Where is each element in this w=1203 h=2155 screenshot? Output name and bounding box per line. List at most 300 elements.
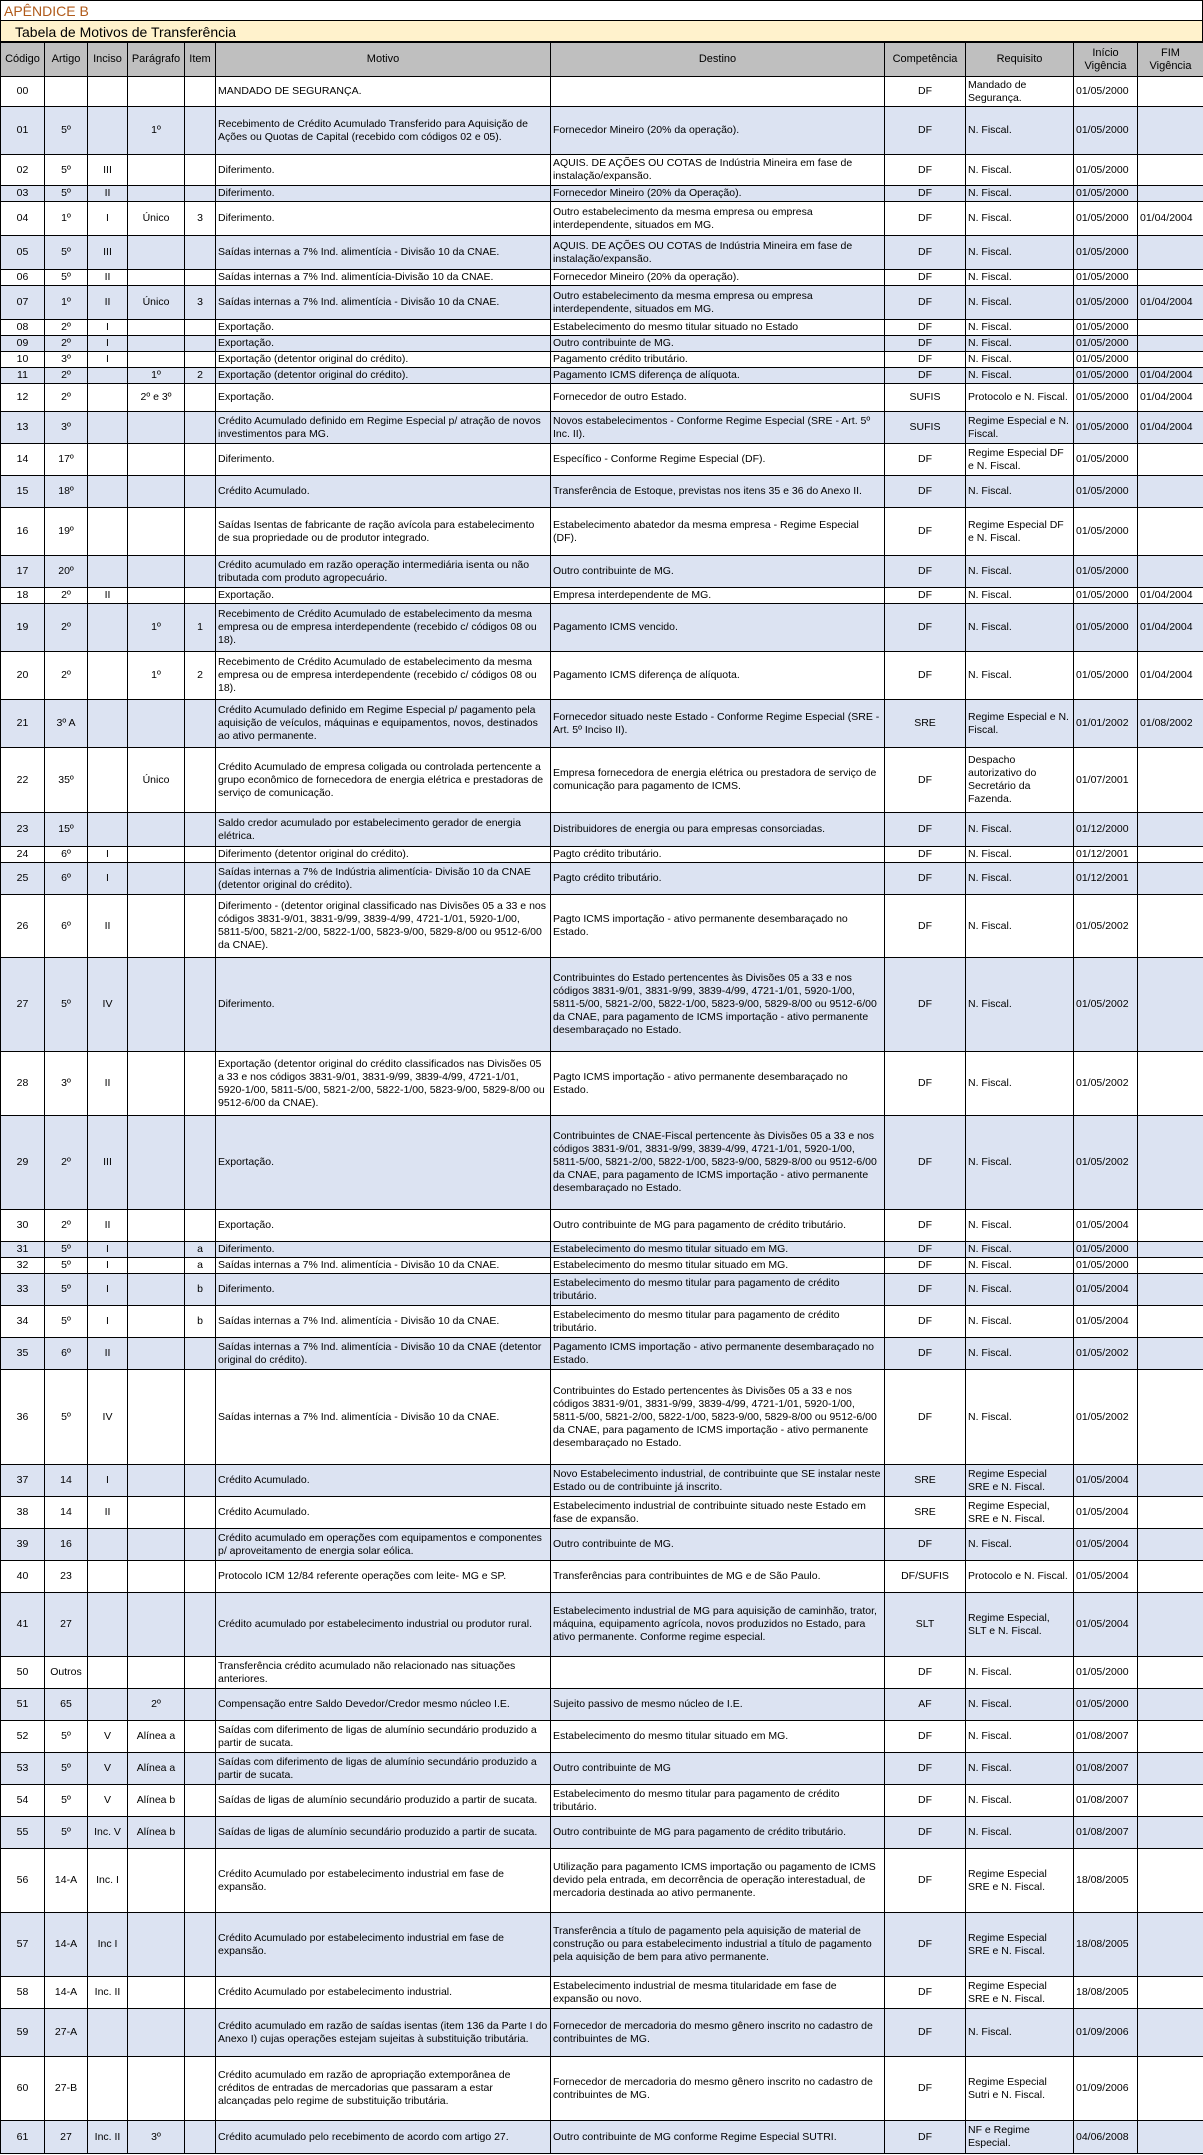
cell-codigo: 34 [1, 1306, 45, 1338]
cell-item [185, 958, 216, 1052]
cell-motivo: Exportação. [216, 384, 551, 412]
cell-fim [1138, 336, 1203, 352]
cell-paragrafo [128, 1849, 185, 1913]
cell-item [185, 1785, 216, 1817]
cell-inicio: 01/05/2000 [1074, 1657, 1138, 1689]
cell-competencia: DF [885, 813, 966, 847]
cell-motivo: Saídas internas a 7% Ind. alimentícia - Divisão 10 da CNAE. [216, 236, 551, 270]
cell-destino: Distribuidores de energia ou para empresas consorciadas. [551, 813, 885, 847]
cell-inicio: 04/06/2008 [1074, 2121, 1138, 2154]
table-row [1, 270, 1203, 286]
table-row [1, 202, 1203, 236]
cell-destino: Transferência de Estoque, previstas nos itens 35 e 36 do Anexo II. [551, 476, 885, 508]
cell-competencia: DF [885, 1721, 966, 1753]
cell-codigo: 07 [1, 286, 45, 320]
cell-codigo: 29 [1, 1116, 45, 1210]
col-header-destino: Destino [551, 43, 885, 77]
cell-motivo: Recebimento de Crédito Acumulado de estabelecimento da mesma empresa ou de empresa interdependente (recebido c/ códigos 08 ou 18). [216, 604, 551, 652]
cell-paragrafo [128, 1370, 185, 1465]
cell-paragrafo: Alínea b [128, 1785, 185, 1817]
table-row [1, 155, 1203, 186]
cell-artigo: 3º [45, 1052, 88, 1116]
cell-paragrafo: Alínea a [128, 1721, 185, 1753]
cell-destino: Transferência a título de pagamento pela aquisição de material de construção ou para estabelecimento industrial a título de pagamento pela aquisição de bem para ativo permanente. [551, 1913, 885, 1977]
cell-inicio: 01/05/2004 [1074, 1529, 1138, 1561]
cell-artigo [45, 77, 88, 107]
cell-inicio: 01/05/2002 [1074, 958, 1138, 1052]
cell-codigo: 26 [1, 895, 45, 958]
cell-paragrafo [128, 1561, 185, 1593]
cell-inciso [88, 2057, 128, 2121]
cell-inicio: 01/05/2000 [1074, 508, 1138, 556]
cell-destino: Empresa interdependente de MG. [551, 588, 885, 604]
cell-requisito: N. Fiscal. [966, 1721, 1074, 1753]
cell-artigo: 2º [45, 652, 88, 700]
table-row [1, 2057, 1203, 2121]
cell-artigo: 35º [45, 748, 88, 813]
cell-motivo: Saídas de ligas de alumínio secundário produzido a partir de sucata. [216, 1817, 551, 1849]
col-header-inicio-vigencia: Início Vigência [1074, 43, 1138, 77]
cell-item [185, 155, 216, 186]
cell-fim: 01/04/2004 [1138, 604, 1203, 652]
cell-artigo: 2º [45, 336, 88, 352]
cell-competencia: SRE [885, 700, 966, 748]
cell-codigo: 11 [1, 368, 45, 384]
cell-codigo: 33 [1, 1274, 45, 1306]
cell-inciso [88, 652, 128, 700]
cell-codigo: 61 [1, 2121, 45, 2154]
cell-competencia: DF [885, 2121, 966, 2154]
cell-inicio: 01/05/2002 [1074, 1370, 1138, 1465]
cell-inicio: 01/05/2000 [1074, 1258, 1138, 1274]
cell-destino: Pagamento ICMS vencido. [551, 604, 885, 652]
cell-codigo: 51 [1, 1689, 45, 1721]
cell-inciso [88, 2009, 128, 2057]
cell-paragrafo: Alínea b [128, 1817, 185, 1849]
cell-item [185, 700, 216, 748]
cell-fim [1138, 1497, 1203, 1529]
cell-codigo: 53 [1, 1753, 45, 1785]
cell-inciso: I [88, 352, 128, 368]
cell-destino: Pagamento crédito tributário. [551, 352, 885, 368]
cell-inicio: 01/05/2000 [1074, 556, 1138, 588]
cell-inicio: 01/05/2000 [1074, 77, 1138, 107]
table-row [1, 863, 1203, 895]
cell-inicio: 01/12/2001 [1074, 847, 1138, 863]
cell-fim [1138, 508, 1203, 556]
cell-artigo: 6º [45, 863, 88, 895]
cell-destino: Fornecedor de mercadoria do mesmo gênero inscrito no cadastro de contribuintes de MG. [551, 2057, 885, 2121]
cell-competencia: DF [885, 588, 966, 604]
table-body [1, 77, 1203, 2154]
table-row [1, 336, 1203, 352]
cell-codigo: 40 [1, 1561, 45, 1593]
cell-artigo: 3º A [45, 700, 88, 748]
cell-item [185, 1753, 216, 1785]
appendix-label: APÊNDICE B [0, 0, 1203, 20]
cell-competencia: DF [885, 1913, 966, 1977]
cell-destino: Outro contribuinte de MG conforme Regime Especial SUTRI. [551, 2121, 885, 2154]
cell-requisito: N. Fiscal. [966, 320, 1074, 336]
cell-motivo: Crédito acumulado em razão operação intermediária isenta ou não tributada com produto agropecuário. [216, 556, 551, 588]
cell-codigo: 00 [1, 77, 45, 107]
cell-fim [1138, 1657, 1203, 1689]
cell-destino: Fornecedor de mercadoria do mesmo gênero inscrito no cadastro de contribuintes de MG. [551, 2009, 885, 2057]
cell-paragrafo [128, 1977, 185, 2009]
cell-competencia: DF [885, 2057, 966, 2121]
cell-paragrafo [128, 1913, 185, 1977]
col-header-competencia: Competência [885, 43, 966, 77]
cell-requisito: N. Fiscal. [966, 1785, 1074, 1817]
cell-codigo: 16 [1, 508, 45, 556]
cell-motivo: Exportação. [216, 1210, 551, 1242]
cell-motivo: Crédito Acumulado por estabelecimento industrial em fase de expansão. [216, 1849, 551, 1913]
cell-inciso: I [88, 1258, 128, 1274]
cell-inciso [88, 107, 128, 155]
table-row [1, 476, 1203, 508]
cell-codigo: 18 [1, 588, 45, 604]
table-row [1, 77, 1203, 107]
cell-paragrafo: Único [128, 748, 185, 813]
cell-codigo: 24 [1, 847, 45, 863]
cell-competencia: DF [885, 847, 966, 863]
table-row [1, 1370, 1203, 1465]
table-row [1, 2009, 1203, 2057]
cell-requisito: N. Fiscal. [966, 588, 1074, 604]
cell-requisito: N. Fiscal. [966, 895, 1074, 958]
cell-inicio: 01/05/2000 [1074, 384, 1138, 412]
cell-codigo: 12 [1, 384, 45, 412]
table-row [1, 700, 1203, 748]
cell-inicio: 01/05/2000 [1074, 604, 1138, 652]
cell-artigo: 16 [45, 1529, 88, 1561]
cell-requisito: Protocolo e N. Fiscal. [966, 384, 1074, 412]
cell-artigo: 2º [45, 368, 88, 384]
cell-artigo: 18º [45, 476, 88, 508]
header-row [1, 43, 1203, 77]
cell-item [185, 748, 216, 813]
cell-competencia: DF [885, 1274, 966, 1306]
cell-destino [551, 1657, 885, 1689]
cell-artigo: 19º [45, 508, 88, 556]
cell-item [185, 476, 216, 508]
cell-inciso: Inc I [88, 1913, 128, 1977]
cell-motivo: Crédito acumulado em operações com equipamentos e componentes p/ aproveitamento de energia solar eólica. [216, 1529, 551, 1561]
cell-item [185, 186, 216, 202]
cell-artigo: 5º [45, 1721, 88, 1753]
cell-paragrafo [128, 336, 185, 352]
table-row [1, 1210, 1203, 1242]
table-row [1, 286, 1203, 320]
cell-codigo: 59 [1, 2009, 45, 2057]
cell-inicio: 01/05/2002 [1074, 1116, 1138, 1210]
cell-competencia: DF/SUFIS [885, 1561, 966, 1593]
cell-inicio: 01/05/2000 [1074, 412, 1138, 444]
cell-codigo: 50 [1, 1657, 45, 1689]
cell-inicio: 01/05/2000 [1074, 652, 1138, 700]
cell-inciso: III [88, 155, 128, 186]
cell-competencia: DF [885, 77, 966, 107]
cell-destino: Estabelecimento do mesmo titular para pagamento de crédito tributário. [551, 1274, 885, 1306]
cell-fim [1138, 476, 1203, 508]
cell-competencia: DF [885, 476, 966, 508]
cell-inicio: 01/12/2001 [1074, 863, 1138, 895]
cell-requisito: N. Fiscal. [966, 368, 1074, 384]
cell-codigo: 52 [1, 1721, 45, 1753]
cell-item [185, 2057, 216, 2121]
cell-fim [1138, 1753, 1203, 1785]
cell-requisito: N. Fiscal. [966, 1306, 1074, 1338]
cell-inicio: 01/08/2007 [1074, 1817, 1138, 1849]
cell-destino: Estabelecimento do mesmo titular situado em MG. [551, 1258, 885, 1274]
cell-requisito: N. Fiscal. [966, 1258, 1074, 1274]
cell-inciso: II [88, 286, 128, 320]
cell-fim [1138, 863, 1203, 895]
cell-motivo: Saídas Isentas de fabricante de ração avícola para estabelecimento de sua propriedade ou de produtor integrado. [216, 508, 551, 556]
cell-motivo: Saídas de ligas de alumínio secundário produzido a partir de sucata. [216, 1785, 551, 1817]
cell-paragrafo [128, 2009, 185, 2057]
cell-codigo: 05 [1, 236, 45, 270]
cell-codigo: 13 [1, 412, 45, 444]
cell-motivo: Crédito acumulado em razão de saídas isentas (item 136 da Parte I do Anexo I) cujas operações estejam sujeitas à substituição tributária. [216, 2009, 551, 2057]
cell-paragrafo [128, 1258, 185, 1274]
cell-destino: Fornecedor situado neste Estado - Conforme Regime Especial (SRE - Art. 5º Inciso II). [551, 700, 885, 748]
cell-fim: 01/04/2004 [1138, 588, 1203, 604]
cell-requisito: N. Fiscal. [966, 107, 1074, 155]
cell-codigo: 28 [1, 1052, 45, 1116]
cell-inicio: 01/05/2002 [1074, 1338, 1138, 1370]
cell-destino: AQUIS. DE AÇÕES OU COTAS de Indústria Mineira em fase de instalação/expansão. [551, 155, 885, 186]
cell-motivo: Exportação (detentor original do crédito). [216, 368, 551, 384]
cell-item [185, 270, 216, 286]
cell-inciso: Inc. I [88, 1849, 128, 1913]
cell-competencia: SUFIS [885, 412, 966, 444]
cell-paragrafo [128, 1274, 185, 1306]
cell-codigo: 25 [1, 863, 45, 895]
cell-artigo: 15º [45, 813, 88, 847]
cell-inciso: I [88, 1242, 128, 1258]
cell-artigo: 2º [45, 604, 88, 652]
cell-requisito: Regime Especial SRE e N. Fiscal. [966, 1849, 1074, 1913]
cell-item [185, 384, 216, 412]
cell-requisito: N. Fiscal. [966, 270, 1074, 286]
cell-fim: 01/04/2004 [1138, 202, 1203, 236]
cell-competencia: DF [885, 1370, 966, 1465]
cell-fim [1138, 1977, 1203, 2009]
cell-requisito: Mandado de Segurança. [966, 77, 1074, 107]
cell-artigo: 5º [45, 1753, 88, 1785]
cell-requisito: N. Fiscal. [966, 236, 1074, 270]
cell-fim [1138, 155, 1203, 186]
cell-destino: Estabelecimento do mesmo titular situado em MG. [551, 1721, 885, 1753]
cell-paragrafo [128, 813, 185, 847]
cell-destino: Contribuintes do Estado pertencentes às Divisões 05 a 33 e nos códigos 3831-9/01, 3831-9/99, 3839-4/99, 4721-1/01, 5920-1/00, 5811-5/00, 5821-2/00, 5822-1/00, 5823-9/00, 5829-8/00 ou 9512-6/00 da CNAE, para pagamento de ICMS importação - ativo permanente desembaraçado no Estado. [551, 1370, 885, 1465]
cell-destino: Fornecedor Mineiro (20% da operação). [551, 270, 885, 286]
cell-motivo: Exportação. [216, 320, 551, 336]
cell-inicio: 01/05/2000 [1074, 1689, 1138, 1721]
cell-artigo: 5º [45, 186, 88, 202]
cell-fim [1138, 895, 1203, 958]
cell-motivo: Exportação. [216, 588, 551, 604]
cell-fim: 01/04/2004 [1138, 412, 1203, 444]
cell-inicio: 01/05/2000 [1074, 186, 1138, 202]
cell-paragrafo [128, 186, 185, 202]
cell-motivo: Saídas com diferimento de ligas de alumínio secundário produzido a partir de sucata. [216, 1753, 551, 1785]
cell-destino: Estabelecimento abatedor da mesma empresa - Regime Especial (DF). [551, 508, 885, 556]
cell-motivo: Saídas internas a 7% Ind. alimentícia - Divisão 10 da CNAE. [216, 1306, 551, 1338]
cell-codigo: 17 [1, 556, 45, 588]
cell-paragrafo [128, 508, 185, 556]
cell-artigo: 1º [45, 202, 88, 236]
cell-paragrafo [128, 444, 185, 476]
cell-motivo: Saídas internas a 7% Ind. alimentícia - Divisão 10 da CNAE. [216, 1370, 551, 1465]
cell-fim [1138, 107, 1203, 155]
cell-destino: Pagto crédito tributário. [551, 863, 885, 895]
cell-codigo: 14 [1, 444, 45, 476]
cell-competencia: DF [885, 1052, 966, 1116]
cell-item [185, 1721, 216, 1753]
cell-competencia: AF [885, 1689, 966, 1721]
cell-codigo: 08 [1, 320, 45, 336]
cell-paragrafo [128, 895, 185, 958]
cell-artigo: 27-A [45, 2009, 88, 2057]
cell-artigo: 1º [45, 286, 88, 320]
cell-requisito: Regime Especial, SLT e N. Fiscal. [966, 1593, 1074, 1657]
cell-destino: Outro estabelecimento da mesma empresa ou empresa interdependente, situados em MG. [551, 286, 885, 320]
cell-fim: 01/04/2004 [1138, 652, 1203, 700]
cell-competencia: SUFIS [885, 384, 966, 412]
cell-destino: Outro contribuinte de MG para pagamento de crédito tributário. [551, 1210, 885, 1242]
cell-destino: Pagto ICMS importação - ativo permanente desembaraçado no Estado. [551, 1052, 885, 1116]
cell-destino: Contribuintes de CNAE-Fiscal pertencente às Divisões 05 a 33 e nos códigos 3831-9/01, 3831-9/99, 3839-4/99, 4721-1/01, 5920-1/00, 5811-5/00, 5821-2/00, 5822-1/00, 5823-9/00, 5829-8/00 ou 9512-6/00 da CNAE, para pagamento de ICMS importação - ativo permanente desembaraçado no Estado. [551, 1116, 885, 1210]
cell-motivo: Crédito Acumulado. [216, 476, 551, 508]
cell-paragrafo: Único [128, 202, 185, 236]
table-row [1, 508, 1203, 556]
cell-paragrafo [128, 588, 185, 604]
cell-inciso: Inc. V [88, 1817, 128, 1849]
cell-competencia: DF [885, 1258, 966, 1274]
cell-requisito: N. Fiscal. [966, 1210, 1074, 1242]
cell-motivo: Saídas internas a 7% Ind. alimentícia-Divisão 10 da CNAE. [216, 270, 551, 286]
cell-inciso: III [88, 236, 128, 270]
cell-requisito: Regime Especial Sutri e N. Fiscal. [966, 2057, 1074, 2121]
cell-motivo: Exportação (detentor original do crédito). [216, 352, 551, 368]
cell-inicio: 01/05/2000 [1074, 202, 1138, 236]
cell-item [185, 508, 216, 556]
cell-motivo: Exportação. [216, 336, 551, 352]
table-row [1, 1116, 1203, 1210]
cell-paragrafo: 2º e 3º [128, 384, 185, 412]
cell-requisito: N. Fiscal. [966, 1689, 1074, 1721]
cell-motivo: Saídas internas a 7% Ind. alimentícia - Divisão 10 da CNAE (detentor original do crédito). [216, 1338, 551, 1370]
cell-item: 1 [185, 604, 216, 652]
cell-inicio: 18/08/2005 [1074, 1977, 1138, 2009]
cell-codigo: 32 [1, 1258, 45, 1274]
cell-codigo: 20 [1, 652, 45, 700]
cell-motivo: Diferimento (detentor original do crédito). [216, 847, 551, 863]
cell-codigo: 09 [1, 336, 45, 352]
table-row [1, 1721, 1203, 1753]
cell-competencia: DF [885, 508, 966, 556]
cell-competencia: DF [885, 270, 966, 286]
table-row [1, 1593, 1203, 1657]
cell-codigo: 55 [1, 1817, 45, 1849]
cell-competencia: DF [885, 368, 966, 384]
cell-competencia: DF [885, 444, 966, 476]
cell-item [185, 1593, 216, 1657]
cell-item [185, 1370, 216, 1465]
cell-item [185, 412, 216, 444]
cell-inicio: 01/05/2004 [1074, 1593, 1138, 1657]
cell-artigo: 2º [45, 588, 88, 604]
cell-destino: Pagto ICMS importação - ativo permanente desembaraçado no Estado. [551, 895, 885, 958]
cell-requisito: N. Fiscal. [966, 352, 1074, 368]
cell-inicio: 01/08/2007 [1074, 1753, 1138, 1785]
cell-requisito: NF e Regime Especial. [966, 2121, 1074, 2154]
cell-fim [1138, 847, 1203, 863]
cell-codigo: 06 [1, 270, 45, 286]
cell-item [185, 588, 216, 604]
cell-motivo: Diferimento. [216, 958, 551, 1052]
cell-fim [1138, 1561, 1203, 1593]
cell-destino: Outro contribuinte de MG para pagamento de crédito tributário. [551, 1817, 885, 1849]
cell-motivo: Crédito Acumulado definido em Regime Especial p/ atração de novos investimentos para MG. [216, 412, 551, 444]
cell-artigo: 5º [45, 1274, 88, 1306]
cell-requisito: N. Fiscal. [966, 1274, 1074, 1306]
cell-requisito: N. Fiscal. [966, 2009, 1074, 2057]
cell-codigo: 35 [1, 1338, 45, 1370]
cell-item [185, 1913, 216, 1977]
cell-destino: Fornecedor Mineiro (20% da operação). [551, 107, 885, 155]
cell-item [185, 77, 216, 107]
table-row [1, 352, 1203, 368]
cell-fim: 01/04/2004 [1138, 286, 1203, 320]
cell-codigo: 03 [1, 186, 45, 202]
cell-inicio: 01/05/2000 [1074, 336, 1138, 352]
table-row [1, 895, 1203, 958]
cell-requisito: Despacho autorizativo do Secretário da Fazenda. [966, 748, 1074, 813]
cell-inciso: I [88, 863, 128, 895]
cell-artigo: 14 [45, 1465, 88, 1497]
cell-competencia: DF [885, 202, 966, 236]
cell-inicio: 01/08/2007 [1074, 1785, 1138, 1817]
cell-destino: Específico - Conforme Regime Especial (DF). [551, 444, 885, 476]
cell-destino: Pagamento ICMS diferença de alíquota. [551, 368, 885, 384]
cell-inicio: 01/01/2002 [1074, 700, 1138, 748]
cell-inciso: I [88, 1465, 128, 1497]
cell-paragrafo: 1º [128, 368, 185, 384]
cell-fim: 01/04/2004 [1138, 384, 1203, 412]
cell-inicio: 01/05/2000 [1074, 1242, 1138, 1258]
cell-fim [1138, 1242, 1203, 1258]
cell-inciso: II [88, 1052, 128, 1116]
table-row [1, 813, 1203, 847]
cell-fim [1138, 556, 1203, 588]
cell-inicio: 01/05/2000 [1074, 444, 1138, 476]
cell-competencia: DF [885, 748, 966, 813]
cell-inciso: II [88, 1497, 128, 1529]
cell-competencia: DF [885, 320, 966, 336]
table-row [1, 107, 1203, 155]
cell-motivo: Saldo credor acumulado por estabelecimento gerador de energia elétrica. [216, 813, 551, 847]
cell-item [185, 236, 216, 270]
cell-destino: Novos estabelecimentos - Conforme Regime Especial (SRE - Art. 5º Inc. II). [551, 412, 885, 444]
cell-item: 3 [185, 202, 216, 236]
cell-artigo: 6º [45, 847, 88, 863]
table-row [1, 1052, 1203, 1116]
cell-item [185, 2009, 216, 2057]
cell-inicio: 01/05/2000 [1074, 320, 1138, 336]
